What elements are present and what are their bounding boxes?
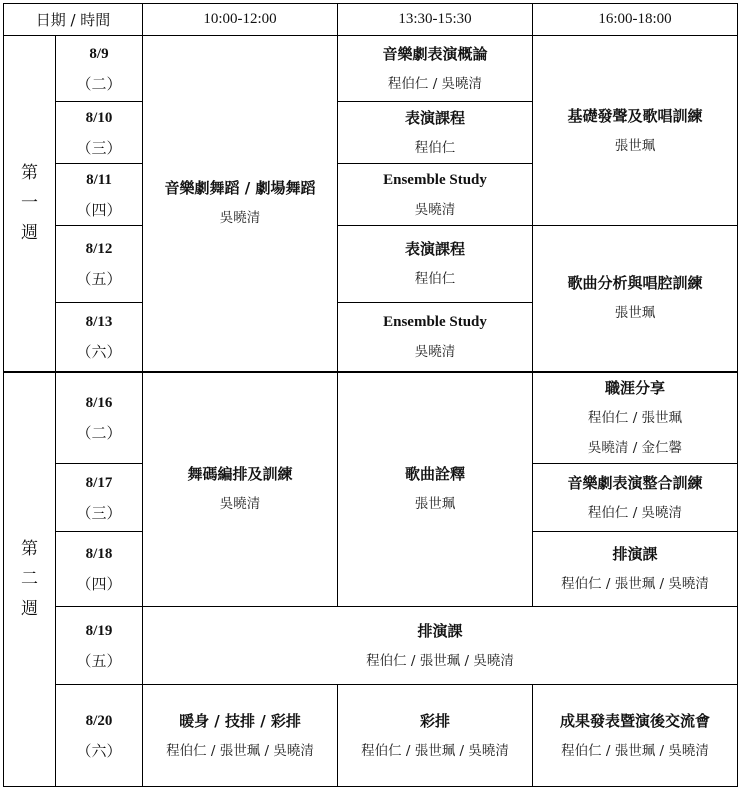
session-title: 歌曲分析與唱腔訓練 xyxy=(567,274,703,293)
weekday: （五） xyxy=(76,651,122,670)
date: 8/18 xyxy=(85,546,113,562)
session-title: 音樂劇舞蹈 / 劇場舞蹈 xyxy=(164,179,316,198)
session-cell xyxy=(338,372,533,607)
weekday: （六） xyxy=(76,342,122,361)
session-cell xyxy=(533,464,738,532)
session-title: 暖身 / 技排 / 彩排 xyxy=(179,711,301,730)
header-row xyxy=(4,4,738,36)
session-people: 吳曉清 xyxy=(219,210,261,227)
week-char: 一 xyxy=(21,193,38,214)
date-cell xyxy=(56,164,143,226)
session-people: 吳曉清 xyxy=(414,201,456,218)
session-cell xyxy=(338,303,533,372)
date: 8/17 xyxy=(85,474,113,491)
session-cell xyxy=(143,607,738,685)
header-date-time: 日期 / 時間 xyxy=(4,4,143,36)
date: 8/10 xyxy=(85,109,113,126)
session-title: 表演課程 xyxy=(404,240,465,258)
session-people: 程伯仁 / 張世珮 / 吳曉清 xyxy=(561,576,709,592)
date-cell xyxy=(56,303,143,372)
session-title: Ensemble Study xyxy=(383,171,487,188)
date-cell xyxy=(56,464,143,532)
table-row xyxy=(4,607,738,685)
week-char: 週 xyxy=(21,223,38,244)
session-cell xyxy=(533,685,738,787)
table-row xyxy=(4,372,738,464)
session-people: 張世珮 xyxy=(414,496,456,513)
session-cell xyxy=(338,164,533,226)
date-cell xyxy=(56,685,143,787)
table-row xyxy=(4,36,738,102)
week-char: 第 xyxy=(21,539,38,560)
weekday: （四） xyxy=(76,200,122,219)
header-slot-afternoon: 13:30-15:30 xyxy=(338,4,533,36)
week-char: 週 xyxy=(21,599,38,620)
session-cell xyxy=(338,36,533,102)
session-title: 表演課程 xyxy=(404,108,465,127)
session-title: 彩排 xyxy=(419,711,450,730)
session-cell xyxy=(533,532,738,607)
weekday: （五） xyxy=(76,270,122,288)
table-row xyxy=(4,685,738,787)
session-cell xyxy=(143,685,338,787)
session-cell xyxy=(143,372,338,607)
session-cell xyxy=(533,226,738,372)
session-people: 程伯仁 / 張世珮 / 吳曉清 xyxy=(166,742,314,759)
date-cell xyxy=(56,226,143,303)
session-people: 程伯仁 xyxy=(414,271,456,287)
header-slot-morning: 10:00-12:00 xyxy=(143,4,338,36)
session-people: 吳曉清 / 金仁馨 xyxy=(587,439,683,456)
session-title: 排演課 xyxy=(612,545,658,563)
date: 8/19 xyxy=(85,622,113,639)
session-title: 基礎發聲及歌唱訓練 xyxy=(567,106,703,125)
weekday: （二） xyxy=(76,423,122,442)
session-cell xyxy=(533,372,738,464)
session-people: 程伯仁 / 吳曉清 xyxy=(387,75,483,92)
week-label xyxy=(4,36,56,372)
session-people: 張世珮 xyxy=(614,137,656,154)
session-title: 職涯分享 xyxy=(604,378,665,397)
date: 8/13 xyxy=(85,313,113,330)
week-char: 二 xyxy=(21,569,38,590)
date: 8/11 xyxy=(86,171,112,188)
date: 8/12 xyxy=(85,241,113,257)
session-people: 吳曉清 xyxy=(219,496,261,513)
week-char: 第 xyxy=(21,163,38,184)
weekday: （三） xyxy=(76,138,122,157)
session-title: Ensemble Study xyxy=(383,313,487,330)
session-title: 舞碼編排及訓練 xyxy=(187,465,293,484)
weekday: （二） xyxy=(76,74,122,93)
session-title: 音樂劇表演概論 xyxy=(382,44,488,63)
table-row xyxy=(4,226,738,303)
weekday: （三） xyxy=(76,503,122,522)
session-cell xyxy=(533,36,738,226)
weekday: （四） xyxy=(76,575,122,593)
session-cell xyxy=(143,36,338,372)
session-people: 吳曉清 xyxy=(414,343,456,360)
session-title: 音樂劇表演整合訓練 xyxy=(567,473,703,492)
date: 8/9 xyxy=(89,45,109,62)
date: 8/20 xyxy=(85,712,113,729)
date-cell xyxy=(56,36,143,102)
header-slot-evening: 16:00-18:00 xyxy=(533,4,738,36)
session-people: 程伯仁 / 張世珮 / 吳曉清 xyxy=(561,742,709,759)
session-title: 成果發表暨演後交流會 xyxy=(559,711,710,730)
session-people: 程伯仁 / 張世珮 xyxy=(587,409,683,426)
session-people: 程伯仁 / 張世珮 / 吳曉清 xyxy=(366,652,514,669)
date-cell xyxy=(56,102,143,164)
week-label xyxy=(4,372,56,787)
date-cell xyxy=(56,532,143,607)
schedule-table xyxy=(3,3,738,787)
session-cell xyxy=(338,102,533,164)
session-people: 張世珮 xyxy=(614,305,656,322)
date-cell xyxy=(56,607,143,685)
weekday: （六） xyxy=(76,741,122,760)
session-cell xyxy=(338,685,533,787)
session-people: 程伯仁 xyxy=(414,139,456,156)
date-cell xyxy=(56,372,143,464)
session-people: 程伯仁 / 吳曉清 xyxy=(587,504,683,521)
date: 8/16 xyxy=(85,394,113,411)
session-cell xyxy=(338,226,533,303)
session-people: 程伯仁 / 張世珮 / 吳曉清 xyxy=(361,742,509,759)
session-title: 歌曲詮釋 xyxy=(404,465,465,484)
session-title: 排演課 xyxy=(417,621,463,640)
